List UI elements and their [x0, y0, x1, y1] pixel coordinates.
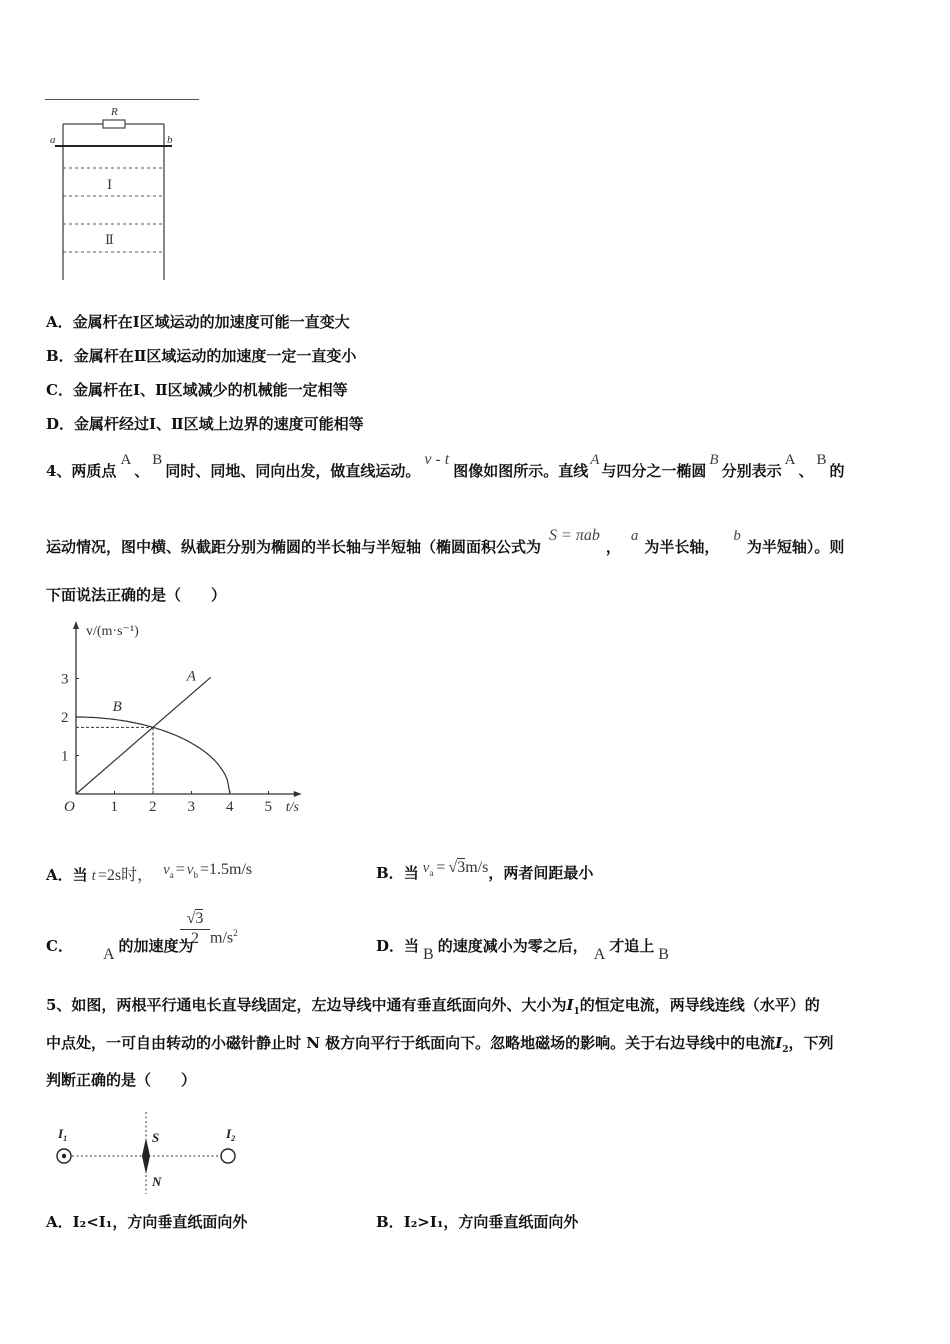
label-region-II: Ⅱ	[105, 232, 114, 247]
y-axis-label: v/(m·s⁻¹)	[86, 624, 139, 639]
y-tick-label: 1	[61, 748, 69, 765]
label-R: R	[111, 106, 118, 118]
q4-option-a[interactable]: A．当 t =2s时， $v_a = v_b =1.5m/s$	[46, 861, 253, 884]
label-a: a	[50, 134, 56, 146]
q5-stem-line2: 中点处，一可自由转动的小磁针静止时 N 极方向平行于纸面向下。忽略地磁场的影响。关于右边导线中的电流$I_2$，下列	[46, 1034, 834, 1055]
wire-out-of-page-icon	[57, 1149, 71, 1163]
x-axis-arrow	[294, 791, 302, 797]
label-b: b	[167, 134, 173, 146]
q4-option-c[interactable]: C． A 的加速度为	[46, 937, 194, 963]
wire-unknown-icon	[221, 1149, 235, 1163]
q4-stem-line2: 运动情况，图中横、纵截距分别为椭圆的半长轴与半短轴（椭圆面积公式为S = πab，a为半长轴，b为半短轴）。则	[46, 527, 845, 556]
q3-option-a[interactable]: A．金属杆在Ⅰ区域运动的加速度可能一直变大	[46, 313, 350, 331]
wires-compass-figure	[50, 1108, 250, 1196]
label-region-I: Ⅰ	[107, 177, 113, 192]
origin-label: O	[64, 799, 75, 815]
q4-stem-line3: 下面说法正确的是（ ）	[46, 586, 227, 604]
resistor	[103, 120, 125, 128]
q3-option-b[interactable]: B．金属杆在Ⅱ区域运动的加速度一定一直变小	[46, 347, 357, 365]
series-a-line	[76, 677, 211, 794]
x-tick-label: 5	[264, 799, 272, 815]
q4-option-c-unit: $m/s^2$	[210, 928, 238, 947]
series-a-label: A	[186, 668, 196, 685]
q4-stem-line1: 4、两质点A、B同时、同地、同向出发，做直线运动。v - t图像如图所示。直线A与四分之一椭圆B分别表示A、B的	[46, 451, 845, 480]
vt-chart	[45, 618, 325, 823]
label-N: N	[152, 1174, 162, 1189]
q3-option-d[interactable]: D．金属杆经过Ⅰ、Ⅱ区域上边界的速度可能相等	[46, 415, 364, 433]
q4-option-d[interactable]: D．当 B 的速度减小为零之后， A 才追上 B	[376, 937, 669, 963]
label-S: S	[152, 1130, 160, 1145]
q5-stem-line1: 5、如图，两根平行通电长直导线固定，左边导线中通有垂直纸面向外、大小为$I_1$的恒定电流，两导线连线（水平）的	[46, 996, 820, 1017]
y-axis-arrow	[73, 621, 79, 629]
label-I2: $I_2$	[226, 1126, 236, 1143]
label-I1: $I_1$	[58, 1126, 68, 1143]
q3-option-c[interactable]: C．金属杆在Ⅰ、Ⅱ区域减少的机械能一定相等	[46, 381, 348, 399]
series-b-label: B	[112, 699, 122, 716]
x-tick-label: 1	[110, 799, 118, 815]
x-tick-label: 4	[226, 799, 234, 815]
q5-stem-line3: 判断正确的是（ ）	[46, 1071, 197, 1089]
x-tick-label: 3	[187, 799, 195, 815]
q4-option-c-fraction: √3 2	[180, 910, 210, 948]
y-tick-label: 2	[61, 710, 69, 726]
y-tick-label: 3	[61, 671, 69, 688]
q5-option-a[interactable]: A．I₂<I₁，方向垂直纸面向外	[46, 1213, 248, 1231]
x-tick-label: 2	[149, 799, 157, 815]
x-axis-label: t/s	[285, 800, 299, 815]
compass-needle	[142, 1138, 150, 1174]
q4-option-b[interactable]: B．当 $v_a = √3m/s$，两者间距最小	[376, 859, 594, 882]
rail-circuit-figure	[45, 100, 185, 285]
q5-option-b[interactable]: B．I₂>I₁，方向垂直纸面向外	[376, 1213, 579, 1231]
